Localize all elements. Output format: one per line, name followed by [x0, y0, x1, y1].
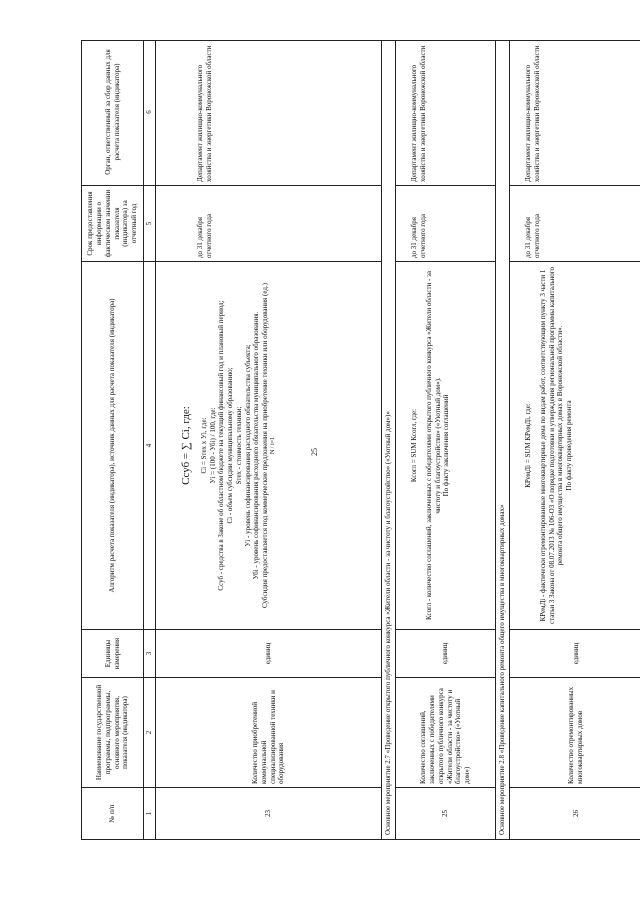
formula-line: Sтех - стоимость техники;: [234, 406, 243, 485]
formula-line: Субсидия предоставляется под коммерческие предложения на приобретение техники или оборудования (ед.): [261, 283, 269, 608]
indicator-name: Количество отремонтированных многоквартирных домов: [510, 677, 640, 787]
formula-line: Ссуб - средства в Законе об областном бюджете на текущий финансовый год и плановый период;: [217, 300, 226, 591]
header-deadline: Срок предоставления информации о фактическом значении показателя (индикатора) за отчетный год: [82, 185, 143, 261]
formula-line: Ксогл - количество соглашений, заключенных с победителями открытого публичного конкурса «Жители области - за чистоту и благоустройство» («Уютный дом»).: [424, 271, 442, 620]
formula-line: Ксогл = SUM Ксогл, где:: [410, 408, 418, 483]
formula-line: КРемДi - фактически отремонтированные многоквартирные дома по видам работ, соответствующим пункту 3 части 1 статьи 3 Закона от 08.07.2013 № 106-ОЗ «О порядке подготовки и утверждения региональной программы капитального ремонта общего имущества в многоквартирных домах в Воронежской области».: [538, 267, 565, 625]
indicators-table: [81, 40, 640, 840]
section-heading: Основное мероприятие 2.8 «Проведение капитального ремонта общего имущества в многоквартирных домах»: [496, 41, 510, 839]
formula-line: КРемДi = SUM КРемДi, где:: [524, 403, 532, 488]
table-row: [510, 41, 640, 839]
table-header-row: [82, 41, 144, 839]
page-number: 25: [310, 448, 319, 456]
algorithm: [156, 261, 381, 629]
row-number: 25: [396, 787, 495, 839]
algorithm: [510, 261, 640, 629]
deadline: до 31 декабря отчетного года: [156, 185, 381, 261]
column-number-row: [144, 41, 156, 839]
col-number-6: 6: [145, 110, 154, 114]
table-row: [396, 41, 496, 839]
col-number-3: 3: [144, 629, 155, 677]
agency: Департамент жилищно-коммунального хозяйства и энергетики Воронежской области: [524, 45, 541, 182]
agency: Департамент жилищно-коммунального хозяйства и энергетики Воронежской области: [196, 45, 213, 182]
formula-line: По факту проведения ремонта: [565, 400, 573, 491]
deadline: до 31 декабря отчетного года: [510, 185, 640, 261]
formula-line: Ci - объем субсидии муниципальному образованию;: [226, 367, 234, 524]
header-algorithm: Алгоритм расчета показателя (индикатора), источник данных для расчета показателя (индикатора): [82, 261, 143, 629]
formula-line: Убi - уровень софинансирования расходного обязательства муниципального образования.: [252, 311, 261, 580]
col-number-1: 1: [144, 787, 155, 839]
row-number: 23: [156, 787, 381, 839]
unit: единиц: [510, 629, 640, 677]
indicator-name: Количество соглашений, заключенных с победителями открытого публичного конкурса «Жители области - за чистоту и благоустройство» («Уютный дом»): [396, 677, 495, 787]
row-number: 26: [510, 787, 640, 839]
document-sheet: [81, 40, 640, 840]
header-unit: Единицы измерения: [82, 629, 143, 677]
indicator-name: Количество приобретенной коммунальной специализированной техники и оборудования: [156, 677, 381, 787]
formula-line: Уi - уровень софинансирования расходного обязательства субъекта;: [243, 344, 252, 547]
sigma-limits: N / i=1: [269, 436, 276, 455]
section-heading: Основное мероприятие 2.7 «Проведение открытого публичного конкурса «Жители области - за чистоту и благоустройство» («Уютный дом»)»: [382, 41, 396, 839]
formula-main: Cсуб = ∑ Ci, где:: [180, 406, 192, 485]
algorithm: [396, 261, 495, 629]
formula-line: Ci = Sтех х Уi, где:: [199, 417, 208, 474]
formula-line: Уi = (100 - Убi) / 100, где:: [208, 407, 217, 484]
table-row: [156, 41, 382, 839]
agency: Департамент жилищно-коммунального хозяйства и энергетики Воронежской области: [410, 45, 427, 182]
header-name: Наименование государственной программы, подпрограммы, основного мероприятия, показателя (индикатора): [82, 677, 143, 787]
header-num: № п/п: [82, 787, 143, 839]
header-agency: Орган, ответственный за сбор данных для расчета показателя (индикатора): [103, 49, 121, 175]
formula-line: По факту заключения соглашений: [442, 394, 451, 497]
deadline: до 31 декабря отчетного года: [396, 185, 495, 261]
unit: единиц: [156, 629, 381, 677]
col-number-2: 2: [144, 677, 155, 787]
col-number-5: 5: [144, 185, 155, 261]
col-number-4: 4: [144, 261, 155, 629]
unit: единиц: [396, 629, 495, 677]
